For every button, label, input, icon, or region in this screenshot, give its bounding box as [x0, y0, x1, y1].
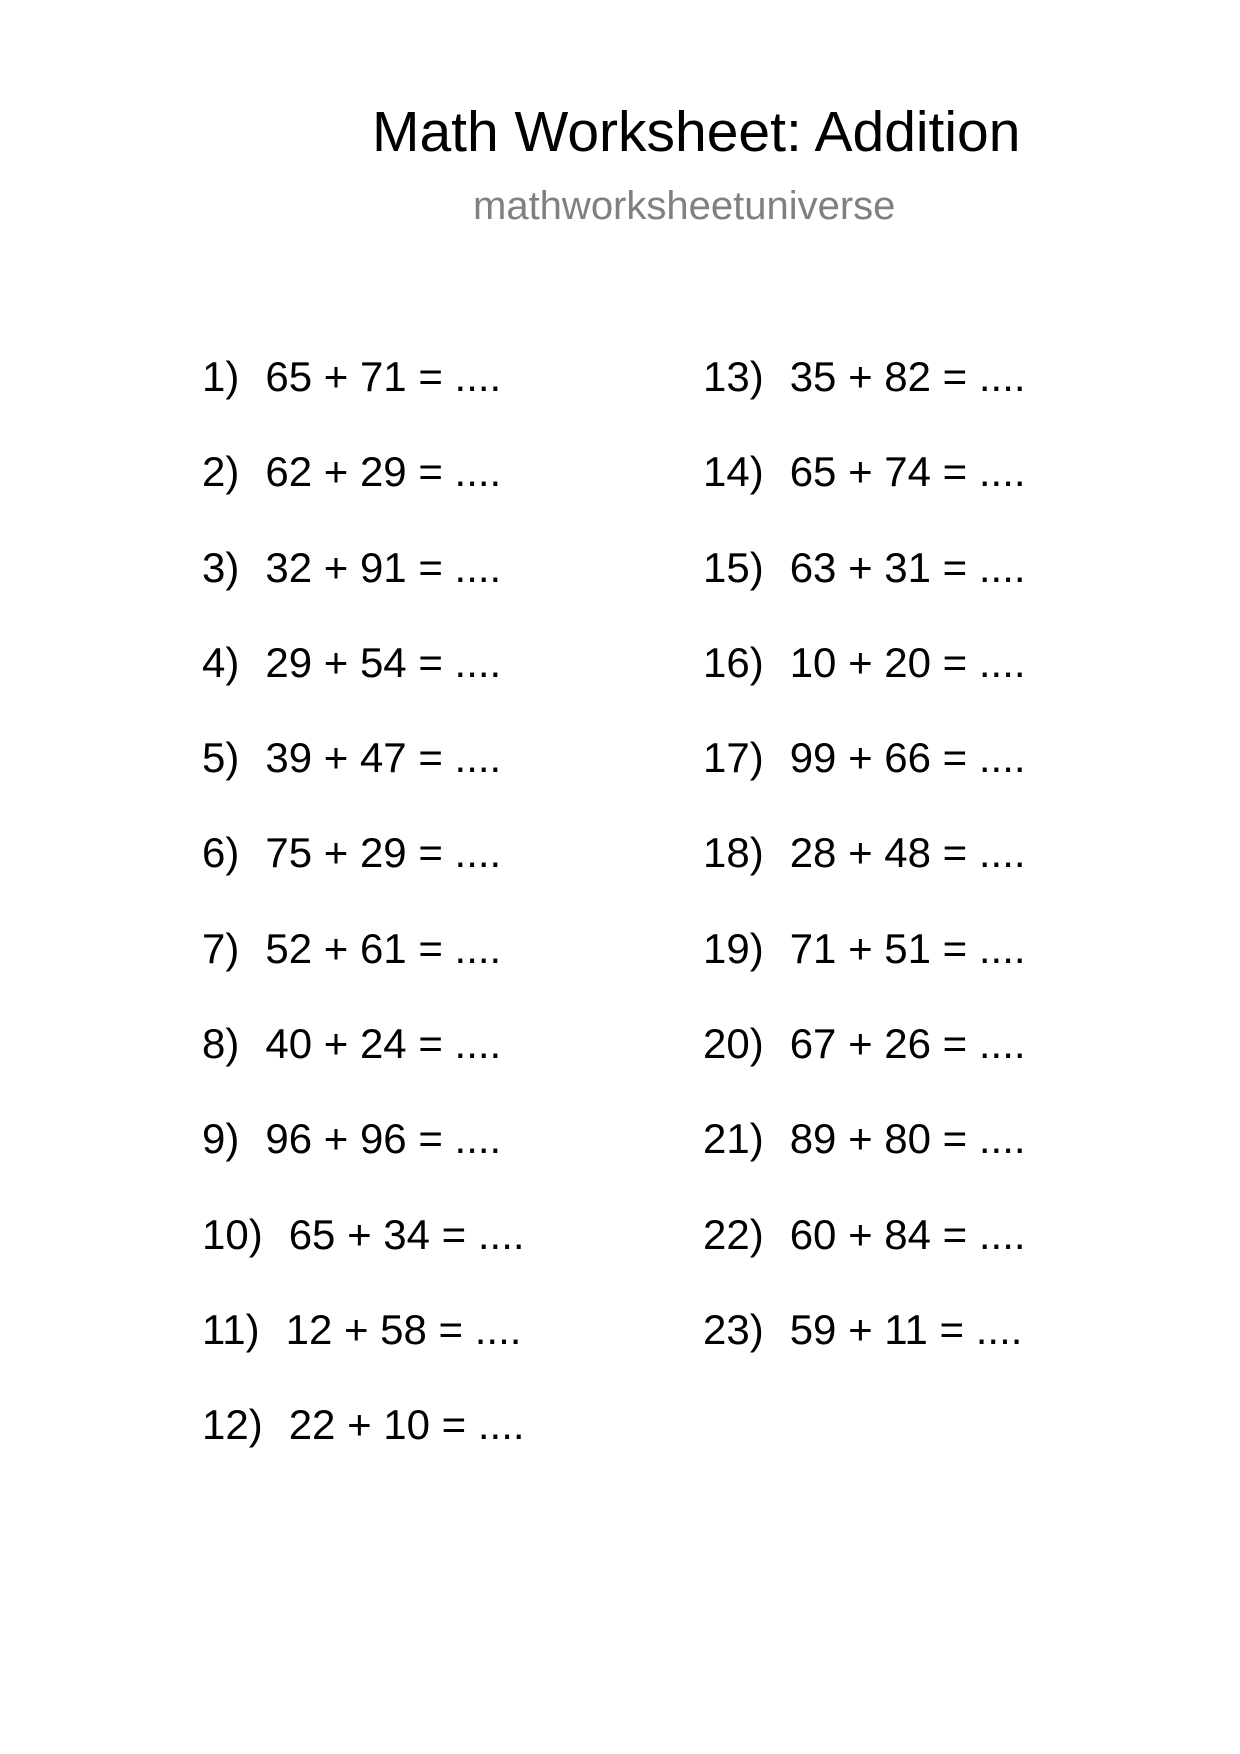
problem-item [202, 728, 525, 823]
problem-number: 17) [703, 734, 764, 782]
problem-number: 12) [202, 1401, 263, 1449]
problem-expression: 59 + 11 = .... [789, 1305, 1023, 1353]
problem-list [0, 347, 1240, 1467]
problem-item [202, 538, 525, 633]
problem-column-left [202, 347, 525, 1491]
problem-expression: 75 + 29 = .... [265, 829, 502, 877]
problem-number: 15) [703, 543, 764, 591]
problem-expression: 28 + 48 = .... [789, 829, 1026, 877]
problem-number: 6) [202, 829, 240, 877]
problem-expression: 10 + 20 = .... [789, 638, 1026, 686]
problem-item [703, 728, 1026, 823]
problem-column-right [703, 347, 1026, 1395]
problem-expression: 40 + 24 = .... [265, 1020, 502, 1068]
problem-item [703, 1109, 1026, 1204]
problem-number: 4) [202, 638, 240, 686]
problem-item [703, 538, 1026, 633]
problem-item [202, 347, 525, 442]
problem-number: 2) [202, 448, 240, 496]
problem-number: 21) [703, 1115, 764, 1163]
page-subtitle: mathworksheetuniverse [473, 184, 896, 228]
problem-expression: 22 + 10 = .... [288, 1401, 525, 1449]
problem-item [703, 1205, 1026, 1300]
page-title: Math Worksheet: Addition [372, 100, 1021, 164]
problem-item [202, 442, 525, 537]
problem-item [703, 1300, 1026, 1395]
problem-item [202, 919, 525, 1014]
problem-number: 1) [202, 353, 240, 400]
problem-item [202, 1109, 525, 1204]
problem-item [202, 633, 525, 728]
problem-expression: 52 + 61 = .... [265, 924, 502, 972]
problem-expression: 60 + 84 = .... [789, 1210, 1026, 1258]
problem-item [202, 1300, 525, 1395]
problem-number: 9) [202, 1115, 240, 1163]
problem-expression: 65 + 74 = .... [789, 448, 1026, 496]
problem-item [703, 633, 1026, 728]
problem-expression: 65 + 71 = .... [265, 353, 502, 400]
problem-number: 14) [703, 448, 764, 496]
problem-expression: 63 + 31 = .... [789, 543, 1026, 591]
problem-expression: 12 + 58 = .... [285, 1305, 522, 1353]
problem-number: 3) [202, 543, 240, 591]
problem-expression: 89 + 80 = .... [789, 1115, 1026, 1163]
problem-item [703, 823, 1026, 918]
problem-item [202, 823, 525, 918]
problem-number: 20) [703, 1020, 764, 1068]
problem-number: 7) [202, 924, 240, 972]
problem-expression: 96 + 96 = .... [265, 1115, 502, 1163]
problem-expression: 62 + 29 = .... [265, 448, 502, 496]
problem-number: 16) [703, 638, 764, 686]
problem-item [202, 1205, 525, 1300]
problem-number: 19) [703, 924, 764, 972]
problem-item [703, 442, 1026, 537]
problem-number: 22) [703, 1210, 764, 1258]
problem-expression: 67 + 26 = .... [789, 1020, 1026, 1068]
problem-item [703, 1014, 1026, 1109]
problem-item [202, 1395, 525, 1490]
problem-item [703, 347, 1026, 442]
problem-number: 11) [202, 1305, 260, 1353]
problem-expression: 35 + 82 = .... [789, 353, 1026, 400]
problem-expression: 29 + 54 = .... [265, 638, 502, 686]
problem-number: 23) [703, 1305, 764, 1353]
problem-item [703, 919, 1026, 1014]
problem-expression: 65 + 34 = .... [288, 1210, 525, 1258]
problem-item [202, 1014, 525, 1109]
problem-number: 5) [202, 734, 240, 782]
problem-number: 13) [703, 353, 764, 400]
problem-expression: 71 + 51 = .... [789, 924, 1026, 972]
problem-expression: 32 + 91 = .... [265, 543, 502, 591]
problem-number: 10) [202, 1210, 263, 1258]
problem-number: 8) [202, 1020, 240, 1068]
problem-number: 18) [703, 829, 764, 877]
problem-expression: 39 + 47 = .... [265, 734, 502, 782]
problem-expression: 99 + 66 = .... [789, 734, 1026, 782]
